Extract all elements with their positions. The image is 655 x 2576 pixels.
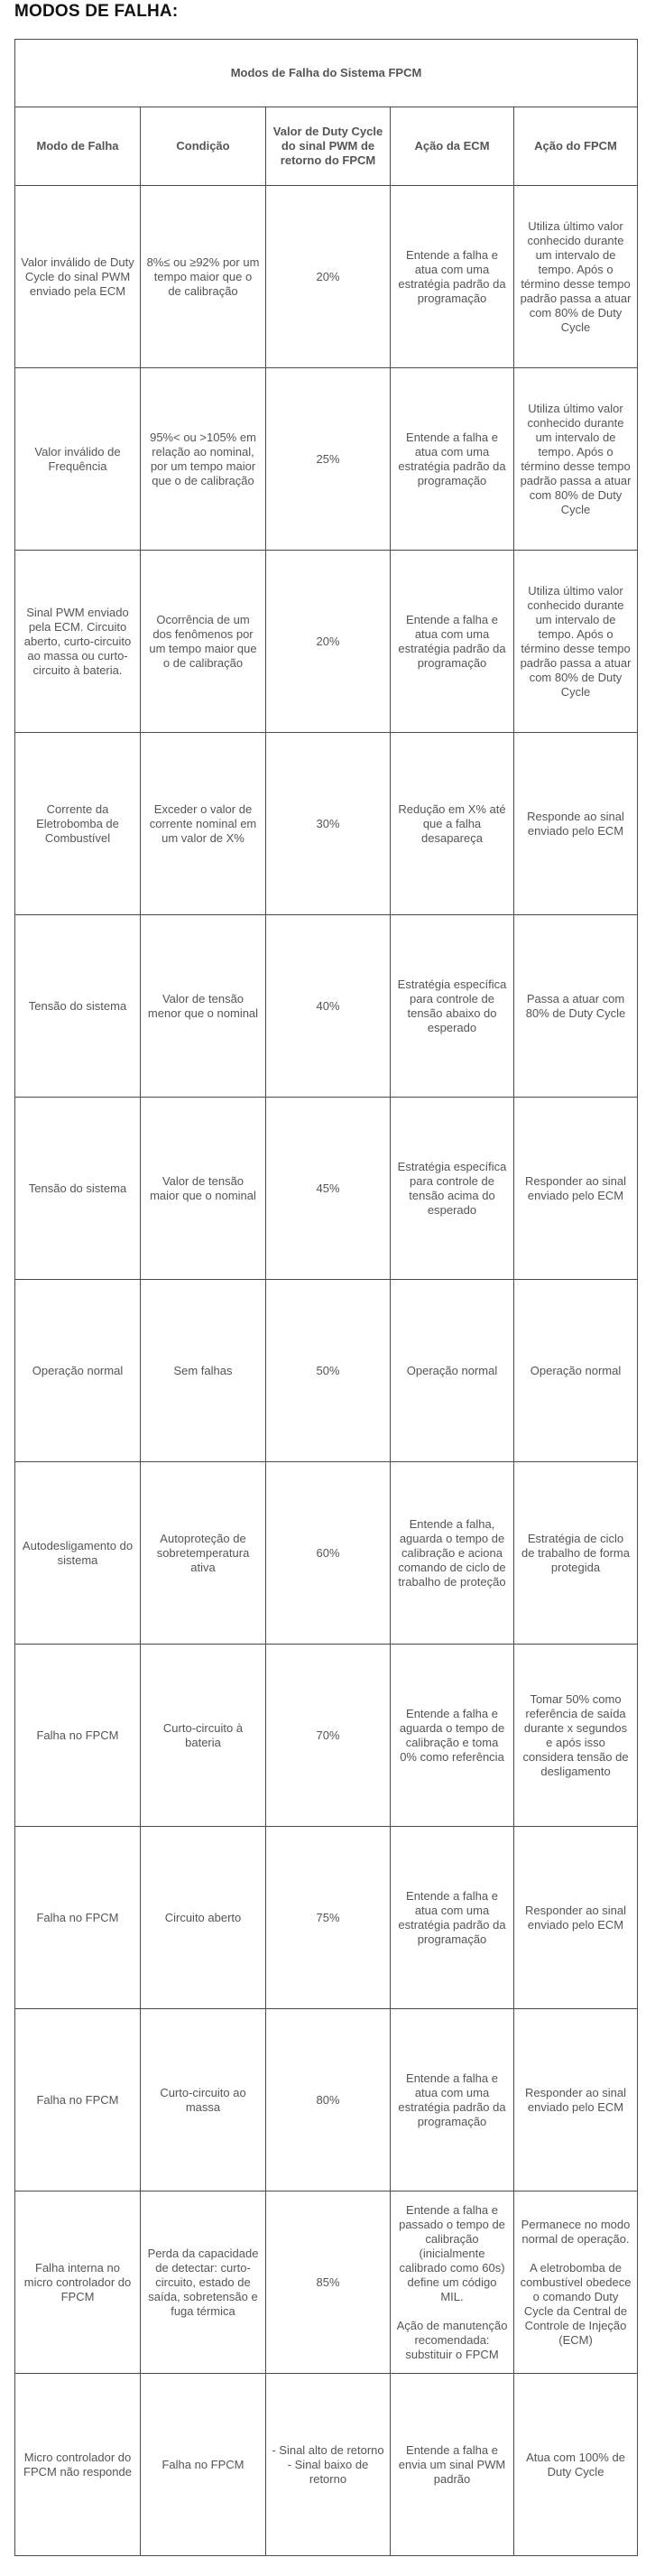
- table-row: [15, 368, 638, 551]
- cell-text: Entende a falha e envia um sinal PWM padrão: [398, 2442, 506, 2486]
- cell-acao-ecm: [391, 1098, 514, 1280]
- cell-modo-de-falha: [15, 1462, 141, 1645]
- cell-condicao: [141, 2009, 266, 2191]
- cell-text: 60%: [316, 1545, 340, 1560]
- table-row: [15, 733, 638, 915]
- table-row: [15, 2191, 638, 2374]
- header-condicao: Condição: [141, 107, 266, 186]
- cell-acao-ecm: [391, 368, 514, 551]
- cell-text: 30%: [316, 816, 340, 830]
- cell-text: Entende a falha e aguarda o tempo de calibração e toma 0% como referência: [399, 1706, 505, 1764]
- cell-text: Utiliza último valor conhecido durante um intervalo de tempo. Após o término desse tempo padrão passa a atuar com 80% de Duty Cycle: [520, 583, 632, 699]
- cell-condicao: [141, 368, 266, 551]
- cell-acao-fpcm: [514, 733, 638, 915]
- cell-acao-ecm: [391, 1280, 514, 1462]
- cell-duty-cycle: [266, 186, 391, 368]
- cell-text: Entende a falha e atua com uma estratégia padrão da programação: [398, 1888, 506, 1946]
- cell-text: Corrente da Eletrobomba de Combustível: [36, 802, 119, 845]
- cell-condicao: [141, 1827, 266, 2009]
- table-row: [15, 1462, 638, 1645]
- cell-text: Responder ao sinal enviado pelo ECM: [525, 1173, 627, 1202]
- cell-text: Estratégia específica para controle de tensão acima do esperado: [397, 1159, 507, 1217]
- cell-text: Valor inválido de Frequência: [34, 444, 121, 473]
- cell-modo-de-falha: [15, 2191, 141, 2374]
- cell-text: Entende a falha e atua com uma estratégia padrão da programação: [398, 430, 506, 487]
- cell-text: Falha interna no micro controlador do FPCM: [23, 2260, 132, 2303]
- table-row: [15, 1645, 638, 1827]
- cell-text: Curto-circuito ao massa: [160, 2085, 246, 2114]
- cell-text: 70%: [316, 1728, 340, 1742]
- cell-acao-ecm: [391, 733, 514, 915]
- table-title: Modos de Falha do Sistema FPCM: [15, 40, 638, 107]
- cell-text: 85%: [316, 2275, 340, 2289]
- cell-acao-ecm: [391, 2374, 514, 2556]
- table-row: [15, 1098, 638, 1280]
- table-row: [15, 2009, 638, 2191]
- cell-acao-fpcm: [514, 551, 638, 733]
- cell-text: 20%: [316, 269, 340, 283]
- cell-condicao: [141, 915, 266, 1098]
- table-row: [15, 1280, 638, 1462]
- cell-text: - Sinal alto de retorno - Sinal baixo de retorno: [272, 2442, 384, 2486]
- cell-text: 20%: [316, 634, 340, 648]
- cell-acao-fpcm: [514, 915, 638, 1098]
- cell-text: Tensão do sistema: [28, 998, 127, 1013]
- cell-text: Tomar 50% como referência de saída durante x segundos e após isso considera tensão de desligamento: [522, 1691, 629, 1778]
- table-row: [15, 1827, 638, 2009]
- cell-modo-de-falha: [15, 186, 141, 368]
- cell-condicao: [141, 1280, 266, 1462]
- table-title-row: [15, 40, 638, 107]
- cell-text: Ocorrência de um dos fenômenos por um tempo maior que o de calibração: [149, 612, 257, 670]
- cell-text: Entende a falha e atua com uma estratégia padrão da programação: [398, 612, 506, 670]
- cell-text: Tensão do sistema: [28, 1181, 127, 1195]
- cell-text: Passa a atuar com 80% de Duty Cycle: [525, 991, 626, 1020]
- cell-text: Perda da capacidade de detectar: curto-circuito, estado de saída, sobretensão e fuga térmica: [147, 2246, 259, 2318]
- cell-text: 45%: [316, 1181, 340, 1195]
- cell-text: Falha no FPCM: [36, 1910, 119, 1924]
- cell-text: Entende a falha e atua com uma estratégia padrão da programação: [398, 2071, 506, 2128]
- cell-condicao: [141, 2374, 266, 2556]
- header-duty-cycle: Valor de Duty Cycle do sinal PWM de retorno do FPCM: [266, 107, 391, 186]
- cell-modo-de-falha: [15, 368, 141, 551]
- cell-text: Permanece no modo normal de operação. A eletrobomba de combustível obedece o comando Duty Cycle da Central de Controle de Injeção (ECM): [520, 2217, 632, 2347]
- cell-text: Operação normal: [530, 1363, 622, 1377]
- cell-text: Utiliza último valor conhecido durante um intervalo de tempo. Após o término desse tempo padrão passa a atuar com 80% de Duty Cycle: [520, 401, 632, 516]
- cell-text: Falha no FPCM: [161, 2457, 244, 2471]
- cell-condicao: [141, 1462, 266, 1645]
- cell-acao-fpcm: [514, 1462, 638, 1645]
- cell-duty-cycle: [266, 1280, 391, 1462]
- cell-text: Entende a falha, aguarda o tempo de calibração e aciona comando de ciclo de trabalho de proteção: [398, 1516, 506, 1589]
- table-row: [15, 186, 638, 368]
- cell-text: Falha no FPCM: [36, 2092, 119, 2107]
- cell-text: Sinal PWM enviado pela ECM. Circuito aberto, curto-circuito ao massa ou curto-circuito à bateria.: [23, 605, 132, 677]
- cell-acao-ecm: [391, 915, 514, 1098]
- cell-acao-ecm: [391, 1827, 514, 2009]
- cell-acao-ecm: [391, 1462, 514, 1645]
- cell-text: Valor inválido de Duty Cycle do sinal PWM enviado pela ECM: [21, 255, 134, 298]
- table-row: [15, 2374, 638, 2556]
- cell-condicao: [141, 1645, 266, 1827]
- cell-acao-fpcm: [514, 1280, 638, 1462]
- cell-text: Responde ao sinal enviado pelo ECM: [527, 809, 624, 838]
- cell-text: Autoproteção de sobretemperatura ativa: [156, 1531, 250, 1574]
- cell-duty-cycle: [266, 733, 391, 915]
- cell-duty-cycle: [266, 1645, 391, 1827]
- cell-acao-ecm: [391, 551, 514, 733]
- cell-text: Redução em X% até que a falha desapareça: [398, 802, 506, 845]
- cell-text: 40%: [316, 998, 340, 1013]
- cell-text: 95%< ou >105% em relação ao nominal, por um tempo maior que o de calibração: [150, 430, 256, 487]
- cell-condicao: [141, 1098, 266, 1280]
- cell-duty-cycle: [266, 2374, 391, 2556]
- cell-text: Micro controlador do FPCM não responde: [23, 2450, 132, 2479]
- header-acao-ecm: Ação da ECM: [391, 107, 514, 186]
- cell-text: Responder ao sinal enviado pelo ECM: [525, 1903, 627, 1932]
- cell-modo-de-falha: [15, 1098, 141, 1280]
- cell-acao-ecm: [391, 1645, 514, 1827]
- cell-acao-ecm: [391, 186, 514, 368]
- cell-text: Curto-circuito à bateria: [162, 1720, 244, 1749]
- cell-modo-de-falha: [15, 2374, 141, 2556]
- cell-modo-de-falha: [15, 1827, 141, 2009]
- cell-text: Falha no FPCM: [36, 1728, 119, 1742]
- cell-text: Exceder o valor de corrente nominal em um valor de X%: [149, 802, 257, 845]
- cell-text: Sem falhas: [173, 1363, 233, 1377]
- cell-condicao: [141, 2191, 266, 2374]
- cell-text: Operação normal: [406, 1363, 498, 1377]
- cell-acao-fpcm: [514, 186, 638, 368]
- cell-text: Autodesligamento do sistema: [22, 1538, 134, 1567]
- cell-duty-cycle: [266, 1827, 391, 2009]
- cell-duty-cycle: [266, 2009, 391, 2191]
- cell-acao-fpcm: [514, 1098, 638, 1280]
- cell-text: 75%: [316, 1910, 340, 1924]
- cell-acao-fpcm: [514, 2374, 638, 2556]
- header-modo-de-falha: Modo de Falha: [15, 107, 141, 186]
- cell-acao-fpcm: [514, 1827, 638, 2009]
- cell-acao-fpcm: [514, 1645, 638, 1827]
- cell-acao-fpcm: [514, 368, 638, 551]
- cell-duty-cycle: [266, 1098, 391, 1280]
- header-acao-fpcm: Ação do FPCM: [514, 107, 638, 186]
- cell-condicao: [141, 733, 266, 915]
- cell-modo-de-falha: [15, 551, 141, 733]
- cell-text: 25%: [316, 451, 340, 466]
- cell-text: Operação normal: [32, 1363, 124, 1377]
- cell-text: Circuito aberto: [164, 1910, 242, 1924]
- cell-text: 80%: [316, 2092, 340, 2107]
- cell-duty-cycle: [266, 551, 391, 733]
- table-row: [15, 915, 638, 1098]
- table-header-row: [15, 107, 638, 186]
- cell-modo-de-falha: [15, 733, 141, 915]
- cell-condicao: [141, 186, 266, 368]
- cell-duty-cycle: [266, 2191, 391, 2374]
- cell-acao-ecm: [391, 2009, 514, 2191]
- table-row: [15, 551, 638, 733]
- cell-modo-de-falha: [15, 2009, 141, 2191]
- cell-text: Utiliza último valor conhecido durante um intervalo de tempo. Após o término desse tempo padrão passa a atuar com 80% de Duty Cycle: [520, 218, 632, 334]
- cell-modo-de-falha: [15, 1645, 141, 1827]
- cell-duty-cycle: [266, 1462, 391, 1645]
- cell-text: 50%: [316, 1363, 340, 1377]
- cell-text: Estratégia de ciclo de trabalho de forma protegida: [521, 1531, 630, 1574]
- cell-text: Atua com 100% de Duty Cycle: [526, 2450, 625, 2479]
- cell-modo-de-falha: [15, 1280, 141, 1462]
- cell-text: Entende a falha e atua com uma estratégia padrão da programação: [398, 247, 506, 305]
- cell-acao-ecm: [391, 2191, 514, 2374]
- failure-modes-table: [14, 39, 638, 2556]
- cell-duty-cycle: [266, 915, 391, 1098]
- page-heading: MODOS DE FALHA:: [14, 2, 179, 21]
- cell-text: Estratégia específica para controle de tensão abaixo do esperado: [397, 977, 507, 1034]
- cell-acao-fpcm: [514, 2009, 638, 2191]
- cell-text: Responder ao sinal enviado pelo ECM: [525, 2085, 627, 2114]
- cell-condicao: [141, 551, 266, 733]
- cell-text: 8%≤ ou ≥92% por um tempo maior que o de calibração: [146, 255, 260, 298]
- cell-text: Valor de tensão maior que o nominal: [150, 1173, 256, 1202]
- cell-text: Valor de tensão menor que o nominal: [147, 991, 259, 1020]
- cell-modo-de-falha: [15, 915, 141, 1098]
- cell-acao-fpcm: [514, 2191, 638, 2374]
- cell-duty-cycle: [266, 368, 391, 551]
- cell-text: Entende a falha e passado o tempo de calibração (inicialmente calibrado como 60s) define um código MIL. Ação de manutenção recomendada: substituir o FPCM: [396, 2202, 508, 2361]
